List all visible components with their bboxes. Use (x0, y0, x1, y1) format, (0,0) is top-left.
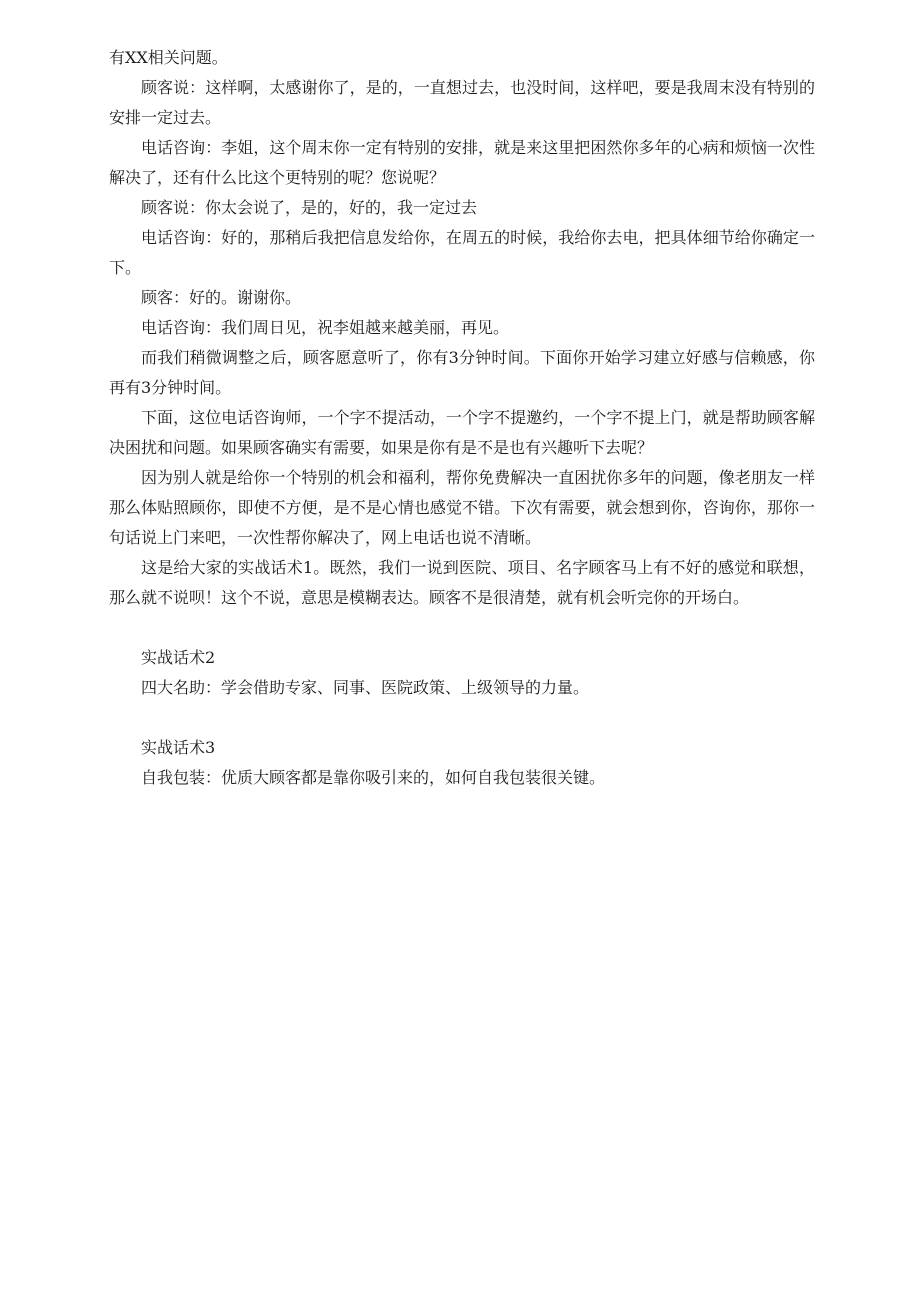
section-3-body: 自我包装：优质大顾客都是靠你吸引来的，如何自我包装很关键。 (141, 768, 606, 787)
section-2-title: 实战话术2 (141, 648, 216, 667)
paragraph: 而我们稍微调整之后，顾客愿意听了，你有3分钟时间。下面你开始学习建立好感与信赖感，你再有3分钟时间。 (109, 348, 815, 397)
section-spacer (109, 613, 815, 643)
section-spacer (109, 703, 815, 733)
paragraph: 电话咨询：李姐，这个周末你一定有特别的安排，就是来这里把困然你多年的心病和烦恼一次性解决了，还有什么比这个更特别的呢？您说呢？ (109, 138, 815, 187)
paragraph: 电话咨询：我们周日见，祝李姐越来越美丽，再见。 (141, 318, 510, 337)
document-page (109, 43, 815, 793)
paragraph: 这是给大家的实战话术1。既然，我们一说到医院、项目、名字顾客马上有不好的感觉和联想，那么就不说呗！这个不说，意思是模糊表达。顾客不是很清楚，就有机会听完你的开场白。 (109, 558, 815, 607)
paragraph: 有XX相关问题。 (109, 48, 228, 67)
paragraph: 电话咨询：好的，那稍后我把信息发给你，在周五的时候，我给你去电，把具体细节给你确定一下。 (109, 228, 815, 277)
paragraph: 顾客说：这样啊，太感谢你了，是的，一直想过去，也没时间，这样吧，要是我周末没有特别的安排一定过去。 (109, 78, 815, 127)
paragraph: 顾客说：你太会说了，是的，好的，我一定过去 (141, 198, 478, 217)
paragraph: 因为别人就是给你一个特别的机会和福利，帮你免费解决一直困扰你多年的问题，像老朋友一样那么体贴照顾你，即使不方便，是不是心情也感觉不错。下次有需要，就会想到你，咨询你，那你一句话说上门来吧，一次性帮你解决了，网上电话也说不清晰。 (109, 468, 815, 547)
paragraph: 下面，这位电话咨询师，一个字不提活动，一个字不提邀约，一个字不提上门，就是帮助顾客解决困扰和问题。如果顾客确实有需要，如果是你有是不是也有兴趣听下去呢？ (109, 408, 815, 457)
paragraph: 顾客：好的。谢谢你。 (141, 288, 302, 307)
section-3-title: 实战话术3 (141, 738, 216, 757)
section-2-body: 四大名助：学会借助专家、同事、医院政策、上级领导的力量。 (141, 678, 590, 697)
